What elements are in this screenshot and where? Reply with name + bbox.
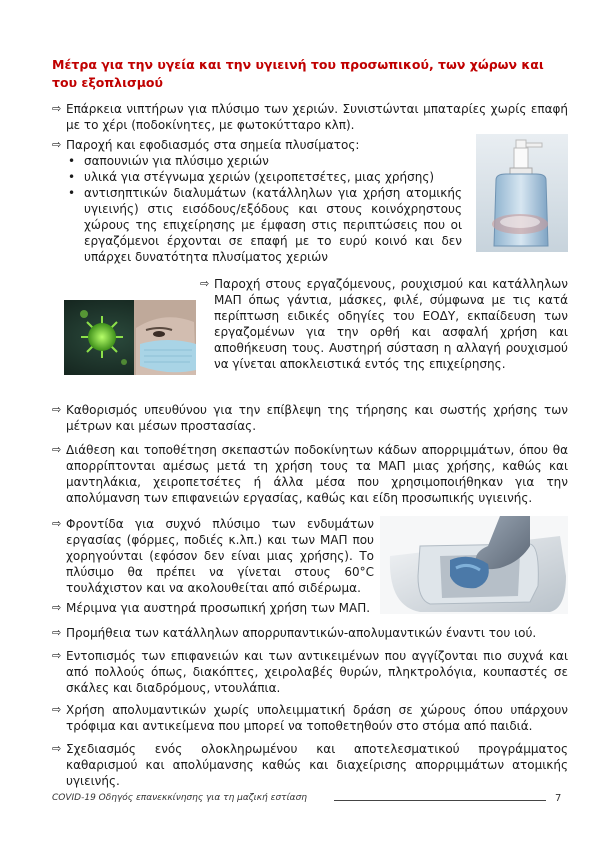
arrow-icon: ⇨ (52, 703, 62, 716)
page-number: 7 (555, 793, 562, 804)
arrow-icon: ⇨ (200, 277, 210, 290)
bullet-text: Εντοπισμός των επιφανειών και των αντικειμένων που αγγίζονται πιο συχνά και από πολλούς όπως, διακόπτες, χειρολαβές θυρών, πληκτρολόγια, κουπαστές σε σκάλες και διαδρόμους, ντουλάπια. (66, 649, 568, 695)
bullet-dot-icon: • (68, 154, 76, 168)
sub-list-item: • σαπουνιών για πλύσιμο χεριών (68, 154, 269, 168)
bullet-text: Προμήθεια των κατάλληλων απορρυπαντικών-απολυμαντικών έναντι του ιού. (66, 626, 537, 640)
arrow-icon: ⇨ (52, 601, 62, 614)
arrow-icon: ⇨ (52, 138, 62, 151)
bullet-item (52, 442, 568, 506)
bullet-text: Παροχή στους εργαζόμενους, ρουχισμού και κατάλληλων ΜΑΠ όπως γάντια, μάσκες, φιλέ, σύμφωνα με τις κατά περίπτωση ειδικές οδηγίες του ΕΟΔΥ, εκπαίδευση των εργαζομένων για την ορθή και ασφαλή χρήση και αποθήκευση τους. Αυστηρή σύσταση η αλλαγή ρουχισμού να γίνεται αποκλειστικά εντός της επιχείρησης. (214, 277, 568, 371)
sub-list-item: • αντισηπτικών διαλυμάτων (κατάλληλων για χρήση ατομικής υγιεινής) στις εισόδους/εξόδους και στους κοινόχρηστους χώρους της επιχείρησης με έμφαση στις περιπτώσεις που οι εργαζόμενοι έρχονται σε επαφή με το ευρύ κοινό και δεν υπάρχει δυνατότητα πλυσίματος χεριών (68, 186, 462, 264)
bullet-text: Επάρκεια νιπτήρων για πλύσιμο των χεριών. Συνιστώνται μπαταρίες χωρίς επαφή με το χέρι (ποδοκίνητες, με φωτοκύτταρο κλπ). (66, 102, 568, 132)
arrow-icon: ⇨ (52, 443, 62, 456)
bullet-text: Φροντίδα για συχνό πλύσιμο των ενδυμάτων εργασίας (φόρμες, ποδιές κ.λπ.) και των ΜΑΠ που χορηγούνται (εφόσον δεν είναι μιας χρήσης). Το πλύσιμο θα πρέπει να γίνεται στους 60°C τουλάχιστον και να ακολουθείται από σιδέρωμα. (66, 517, 374, 595)
arrow-icon: ⇨ (52, 102, 62, 115)
bullet-text: Καθορισμός υπευθύνου για την επίβλεψη της τήρησης και σωστής χρήσης των μέτρων και μέσων προστασίας. (66, 403, 568, 433)
arrow-icon: ⇨ (52, 649, 62, 662)
sub-list-item: • υλικά για στέγνωμα χεριών (χειροπετσέτες, μιας χρήσης) (68, 170, 435, 184)
bullet-item (52, 741, 568, 789)
bullet-item (52, 648, 568, 696)
bullet-text: Σχεδιασμός ενός ολοκληρωμένου και αποτελεσματικού προγράμματος καθαρισμού και απολύμανσης καθώς και διαχείρισης απορριμμάτων ατομικής υγιεινής. (66, 742, 568, 788)
bullet-item (52, 402, 568, 434)
footer-rule (334, 800, 546, 801)
arrow-icon: ⇨ (52, 742, 62, 755)
bullet-item (52, 625, 568, 641)
arrow-icon: ⇨ (52, 626, 62, 639)
bullet-item (52, 702, 568, 734)
sub-list (66, 153, 462, 265)
bullet-dot-icon: • (68, 186, 76, 200)
section-title: Μέτρα για την υγεία και την υγιεινή του προσωπικού, των χώρων και του εξοπλισμού (52, 57, 544, 90)
bullet-item (52, 101, 568, 133)
bullet-item (52, 516, 374, 596)
bullet-item (52, 137, 462, 153)
bullet-text: Παροχή και εφοδιασμός στα σημεία πλυσίματος: (66, 138, 360, 152)
hand-sanitizer-image (476, 134, 568, 252)
bullet-text: Μέριμνα για αυστηρά προσωπική χρήση των ΜΑΠ. (66, 601, 371, 615)
arrow-icon: ⇨ (52, 403, 62, 416)
bullet-item (200, 276, 568, 372)
virus-mask-image (64, 300, 196, 375)
bullet-dot-icon: • (68, 170, 76, 184)
bullet-text: Χρήση απολυμαντικών χωρίς υπολειμματική δράση σε χώρους όπου υπάρχουν τρόφιμα και αντικείμενα που μπορεί να τοποθετηθούν στο στόμα από παιδιά. (66, 703, 568, 733)
bullet-item (52, 600, 382, 616)
arrow-icon: ⇨ (52, 517, 62, 530)
bullet-text: Διάθεση και τοποθέτηση σκεπαστών ποδοκίνητων κάδων απορριμμάτων, όπου θα απορρίπτονται αμέσως μετά τη χρήση τους τα ΜΑΠ μιας χρήσης, καθώς και μαντηλάκια, χειροπετσέτες ή άλλα μέσα που χρησιμοποιήθηκαν για την απολύμανση των επιφανειών εργασίας, καθώς και είδη προσωπικής υγιεινής. (66, 443, 568, 505)
footer-title: COVID-19 Οδηγός επανεκκίνησης για τη μαζική εστίαση (52, 793, 307, 803)
cleaning-gloves-image (380, 516, 568, 614)
